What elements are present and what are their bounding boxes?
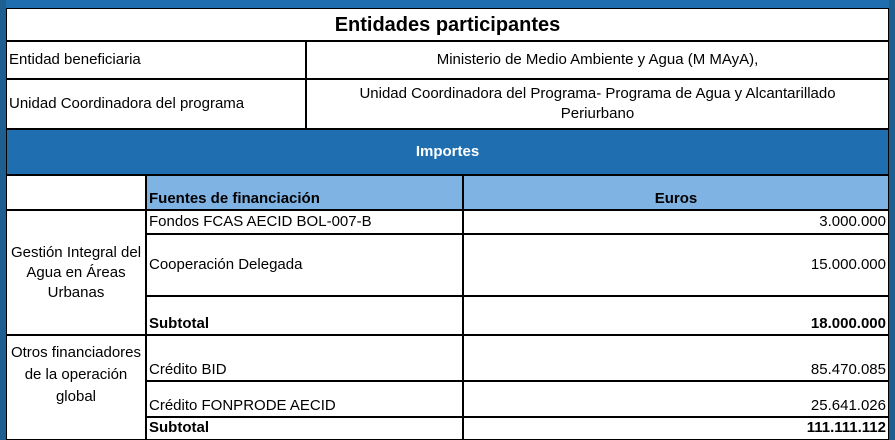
subtotal-label: Subtotal [146, 417, 463, 440]
subtotal-value: 111.111.112 [463, 417, 889, 440]
fuente-cell: Fondos FCAS AECID BOL-007-B [146, 210, 463, 234]
euros-cell: 85.470.085 [463, 335, 889, 381]
euros-header: Euros [463, 175, 889, 210]
entity-value-cell: Ministerio de Medio Ambiente y Agua (M MAyA), [306, 41, 889, 79]
spreadsheet [6, 0, 889, 440]
subtotal-label: Subtotal [146, 296, 463, 335]
euros-cell: 15.000.000 [463, 234, 889, 296]
fuente-cell: Cooperación Delegada [146, 234, 463, 296]
importes-band: Importes [6, 129, 889, 175]
fuente-cell: Crédito FONPRODE AECID [146, 381, 463, 417]
euros-cell: 3.000.000 [463, 210, 889, 234]
section-title: Entidades participantes [6, 8, 889, 41]
entity-label-cell: Entidad beneficiaria [6, 41, 306, 79]
blank-header-cell [6, 175, 146, 210]
fuente-cell: Crédito BID [146, 335, 463, 381]
fuentes-header: Fuentes de financiación [146, 175, 463, 210]
entity-label-cell: Unidad Coordinadora del programa [6, 79, 306, 129]
entity-value-cell: Unidad Coordinadora del Programa- Programa de Agua y Alcantarillado Periurbano [306, 79, 889, 129]
subtotal-value: 18.000.000 [463, 296, 889, 335]
group-label-cell: Otros financiadores de la operación global [6, 335, 146, 440]
group-label-cell: Gestión Integral del Agua en Áreas Urbanas [6, 210, 146, 335]
euros-cell: 25.641.026 [463, 381, 889, 417]
